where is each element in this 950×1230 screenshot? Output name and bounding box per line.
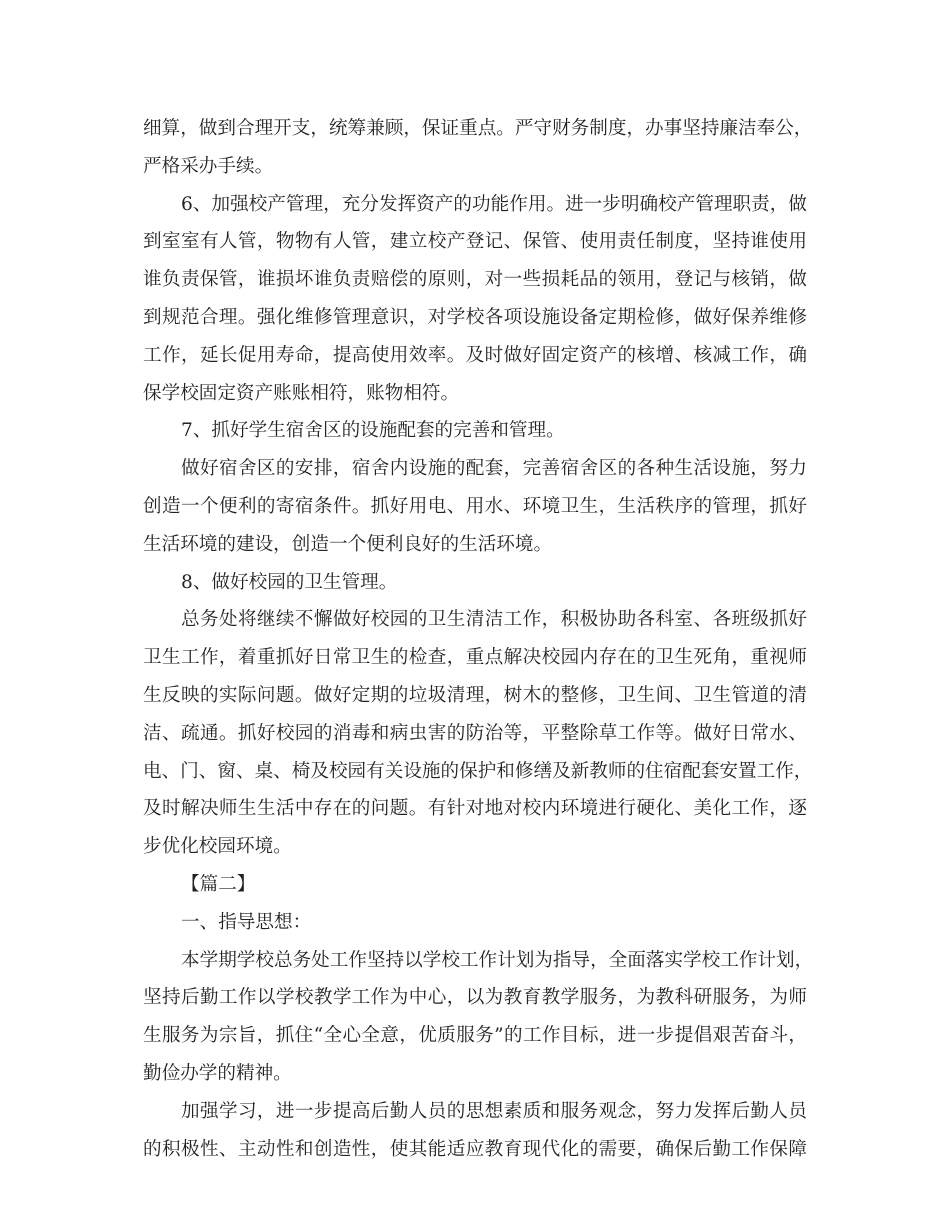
text-line: 保学校固定资产账账相符，账物相符。 xyxy=(143,382,460,404)
text-line: 6、加强校产管理，充分发挥资产的功能作用。进一步明确校产管理职责，做 xyxy=(181,193,807,215)
text-line: 创造一个便利的寄宿条件。抓好用电、用水、环境卫生，生活秩序的管理，抓好 xyxy=(143,495,807,517)
text-line: 生服务为宗旨，抓住“全心全意，优质服务”的工作目标，进一步提倡艰苦奋斗， xyxy=(143,1025,807,1047)
section-heading: 8、做好校园的卫生管理。 xyxy=(181,571,398,593)
text-line: 严格采办手续。 xyxy=(143,155,274,177)
text-line: 生活环境的建设，创造一个便利良好的生活环境。 xyxy=(143,533,553,555)
text-line: 勤俭办学的精神。 xyxy=(143,1062,292,1084)
text-line: 及时解决师生生活中存在的问题。有针对地对校内环境进行硬化、美化工作，逐 xyxy=(143,798,807,820)
part-heading: 【篇二】 xyxy=(181,873,256,895)
text-line: 生反映的实际问题。做好定期的垃圾清理，树木的整修，卫生间、卫生管道的清 xyxy=(143,684,807,706)
text-line: 电、门、窗、桌、椅及校园有关设施的保护和修缮及新教师的住宿配套安置工作， xyxy=(143,760,813,782)
text-line: 到室室有人管，物物有人管，建立校产登记、保管、使用责任制度，坚持谁使用 xyxy=(143,231,807,253)
text-line: 工作，延长促用寿命，提高使用效率。及时做好固定资产的核增、核减工作，确 xyxy=(143,344,807,366)
text-line: 卫生工作，着重抓好日常卫生的检查，重点解决校园内存在的卫生死角，重视师 xyxy=(143,647,807,669)
text-line: 坚持后勤工作以学校教学工作为中心，以为教育教学服务，为教科研服务，为师 xyxy=(143,987,807,1009)
text-line: 做好宿舍区的安排，宿舍内设施的配套，完善宿舍区的各种生活设施，努力 xyxy=(181,458,807,480)
document-body xyxy=(143,110,814,1168)
text-line: 到规范合理。强化维修管理意识，对学校各项设施设备定期检修，做好保养维修 xyxy=(143,306,807,328)
text-line: 总务处将继续不懈做好校园的卫生清洁工作，积极协助各科室、各班级抓好 xyxy=(181,609,807,631)
text-line: 本学期学校总务处工作坚持以学校工作计划为指导，全面落实学校工作计划， xyxy=(181,949,814,971)
section-heading: 7、抓好学生宿舍区的设施配套的完善和管理。 xyxy=(181,420,565,442)
text-line: 的积极性、主动性和创造性，使其能适应教育现代化的需要，确保后勤工作保障 xyxy=(143,1138,807,1160)
text-line: 加强学习，进一步提高后勤人员的思想素质和服务观念，努力发挥后勤人员 xyxy=(181,1100,807,1122)
text-line: 洁、疏通。抓好校园的消毒和病虫害的防治等，平整除草工作等。做好日常水、 xyxy=(143,722,807,744)
text-line: 步优化校园环境。 xyxy=(143,836,292,858)
section-heading: 一、指导思想： xyxy=(181,911,312,933)
text-line: 谁负责保管，谁损坏谁负责赔偿的原则，对一些损耗品的领用，登记与核销，做 xyxy=(143,269,807,291)
text-line: 细算，做到合理开支，统筹兼顾，保证重点。严守财务制度，办事坚持廉洁奉公， xyxy=(143,118,813,139)
